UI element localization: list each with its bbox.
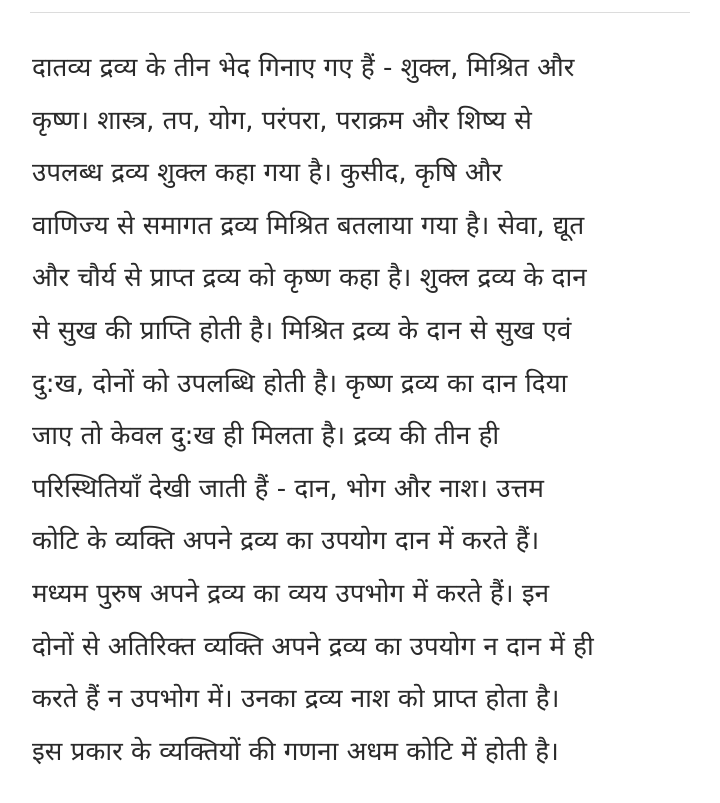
text-line: उपलब्ध द्रव्य शुक्ल कहा गया है। कुसीद, कृषि और [32,158,503,189]
text-line: इस प्रकार के व्यक्तियों की गणना अधम कोटि में होती है। [32,736,559,767]
text-line: दातव्य द्रव्य के तीन भेद गिनाए गए हैं - शुक्ल, मिश्रित और [32,53,575,83]
text-line: से सुख की प्राप्ति होती है। मिश्रित द्रव्य के दान से सुख एवं [32,315,572,346]
text-line: कोटि के व्यक्ति अपने द्रव्य का उपयोग दान में करते हैं। [32,526,540,557]
text-line: मध्यम पुरुष अपने द्रव्य का व्यय उपभोग में करते हैं। इन [32,578,550,609]
top-divider [30,12,690,13]
text-line: दोनों से अतिरिक्त व्यक्ति अपने द्रव्य का उपयोग न दान में ही [32,631,594,662]
text-line: करते हैं न उपभोग में। उनका द्रव्य नाश को प्राप्त होता है। [32,684,560,715]
text-line: परिस्थितियाँ देखी जाती हैं - दान, भोग और नाश। उत्तम [32,473,544,504]
text-line: जाए तो केवल दु:ख ही मिलता है। द्रव्य की तीन ही [32,421,500,452]
text-line: कृष्ण। शास्त्र, तप, योग, परंपरा, पराक्रम और शिष्य से [32,105,532,136]
article-text [32,42,704,778]
text-line: वाणिज्य से समागत द्रव्य मिश्रित बतलाया गया है। सेवा, द्यूत [32,210,585,241]
text-line: और चौर्य से प्राप्त द्रव्य को कृष्ण कहा है। शुक्ल द्रव्य के दान [32,263,587,294]
text-line: दु:ख, दोनों को उपलब्धि होती है। कृष्ण द्रव्य का दान दिया [32,368,568,399]
